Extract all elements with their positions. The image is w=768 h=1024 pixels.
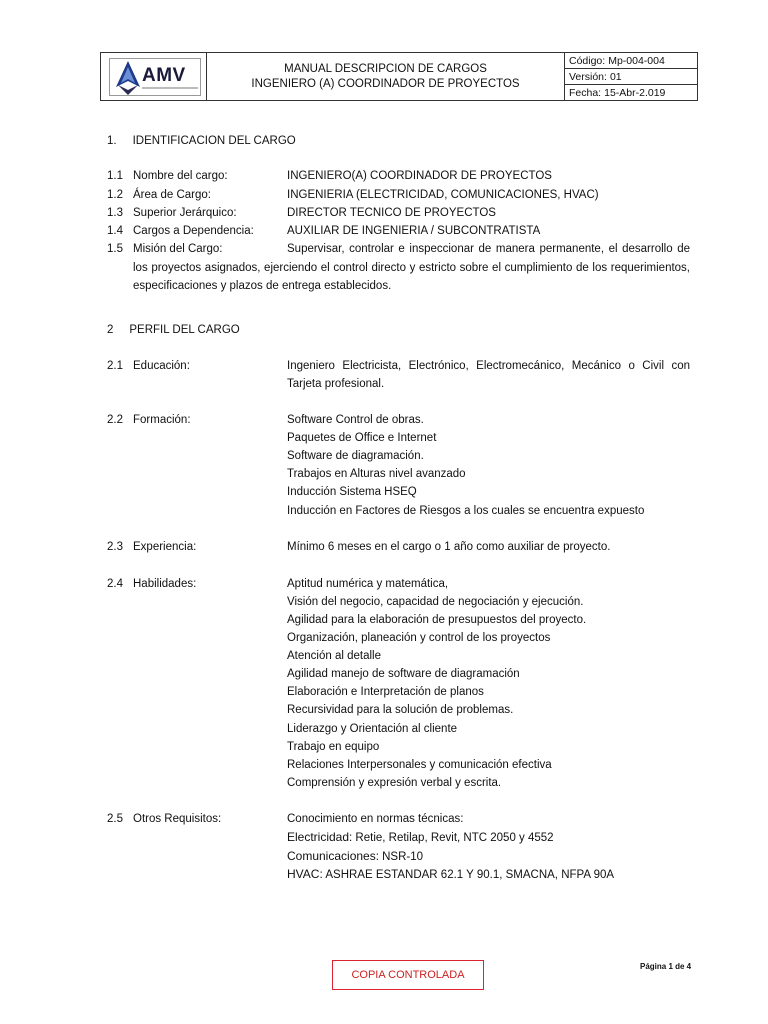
document-meta — [565, 53, 697, 100]
logo-mark-icon — [116, 61, 140, 95]
field-label: Experiencia: — [133, 541, 197, 553]
norma-comunicaciones — [287, 849, 423, 865]
habilidad-item: Atención al detalle — [287, 650, 381, 662]
company-logo — [109, 58, 201, 96]
formacion-item: Inducción en Factores de Riesgos a los cuales se encuentra expuesto — [287, 505, 645, 517]
title-line-1: MANUAL DESCRIPCION DE CARGOS — [284, 62, 487, 75]
item-number: 2.5 — [107, 813, 123, 825]
field-label: Superior Jerárquico: — [133, 207, 237, 219]
logo-text: AMV — [142, 65, 186, 86]
educacion-line-1: Ingeniero Electricista, Electrónico, Electromecánico, Mecánico o Civil con — [287, 360, 690, 372]
mision-line-1: Supervisar, controlar e inspeccionar de manera permanente, el desarrollo de — [287, 243, 690, 255]
logo-cell — [101, 53, 207, 100]
habilidad-item: Comprensión y expresión verbal y escrita. — [287, 777, 502, 789]
item-number: 1.1 — [107, 170, 123, 182]
mision-line-3: especificaciones y plazos de entrega establecidos. — [133, 280, 392, 292]
field-value: INGENIERIA (ELECTRICIDAD, COMUNICACIONES, HVAC) — [287, 189, 599, 201]
habilidad-item: Aptitud numérica y matemática, — [287, 578, 449, 590]
experiencia-value: Mínimo 6 meses en el cargo o 1 año como auxiliar de proyecto. — [287, 541, 611, 553]
document-header — [100, 52, 698, 101]
item-number: 1.3 — [107, 207, 123, 219]
habilidad-item: Elaboración e Interpretación de planos — [287, 686, 484, 698]
field-label: Misión del Cargo: — [133, 243, 223, 255]
field-value: AUXILIAR DE INGENIERIA / SUBCONTRATISTA — [287, 225, 541, 237]
formacion-item: Software de diagramación. — [287, 450, 424, 462]
codigo-value: Mp-004-004 — [608, 54, 665, 67]
item-number: 2.4 — [107, 578, 123, 590]
norma-key: Electricidad — [287, 830, 350, 844]
section-1-heading: 1. IDENTIFICACION DEL CARGO — [107, 135, 296, 147]
field-label: Área de Cargo: — [133, 189, 211, 201]
formacion-item: Inducción Sistema HSEQ — [287, 486, 417, 498]
version-label: Versión: — [569, 70, 607, 83]
item-number: 2.3 — [107, 541, 123, 553]
field-label: Formación: — [133, 414, 191, 426]
page-number: Página 1 de 4 — [640, 962, 692, 971]
formacion-item: Paquetes de Office e Internet — [287, 432, 437, 444]
norma-value: ASHRAE ESTANDAR 62.1 Y 90.1, SMACNA, NFPA 90A — [325, 869, 615, 881]
educacion-line-2: Tarjeta profesional. — [287, 378, 385, 390]
copia-controlada-stamp: COPIA CONTROLADA — [332, 960, 484, 990]
formacion-item: Trabajos en Alturas nivel avanzado — [287, 468, 466, 480]
habilidad-item: Trabajo en equipo — [287, 741, 380, 753]
habilidad-item: Liderazgo y Orientación al cliente — [287, 723, 458, 735]
field-label: Habilidades: — [133, 578, 197, 590]
habilidad-item: Visión del negocio, capacidad de negociación y ejecución. — [287, 596, 584, 608]
fecha-label: Fecha: — [569, 86, 602, 99]
norma-value: NSR-10 — [382, 851, 424, 863]
version-row — [565, 69, 697, 85]
fecha-value: 15-Abr-2.019 — [604, 86, 666, 99]
formacion-item: Software Control de obras. — [287, 414, 424, 426]
item-number: 2.1 — [107, 360, 123, 372]
field-value: INGENIERO(A) COORDINADOR DE PROYECTOS — [287, 170, 552, 182]
item-number: 1.2 — [107, 189, 123, 201]
norma-key: Comunicaciones — [287, 849, 376, 863]
habilidad-item: Organización, planeación y control de los proyectos — [287, 632, 551, 644]
norma-electricidad — [287, 830, 554, 846]
logo-tagline — [142, 87, 198, 89]
document-title — [207, 53, 565, 100]
habilidad-item: Agilidad para la elaboración de presupuestos del proyecto. — [287, 614, 587, 626]
field-label: Nombre del cargo: — [133, 170, 228, 182]
norma-sep: : — [375, 851, 383, 863]
norma-sep: : — [349, 832, 356, 844]
fecha-row — [565, 85, 697, 100]
otros-intro: Conocimiento en normas técnicas: — [287, 813, 464, 825]
habilidad-item: Recursividad para la solución de problemas. — [287, 704, 514, 716]
habilidad-item: Relaciones Interpersonales y comunicación efectiva — [287, 759, 552, 771]
version-value: 01 — [609, 70, 622, 83]
item-number: 2.2 — [107, 414, 123, 426]
item-number: 1.5 — [107, 243, 123, 255]
section-2-heading: 2 PERFIL DEL CARGO — [107, 324, 240, 336]
item-number: 1.4 — [107, 225, 123, 237]
norma-key: HVAC: — [287, 867, 323, 881]
norma-value: Retie, Retilap, Revit, NTC 2050 y 4552 — [355, 832, 554, 844]
codigo-row — [565, 53, 697, 69]
habilidad-item: Agilidad manejo de software de diagramación — [287, 668, 520, 680]
field-label: Cargos a Dependencia: — [133, 225, 254, 237]
norma-hvac — [287, 867, 614, 883]
codigo-label: Código: — [569, 54, 606, 67]
title-line-2: INGENIERO (A) COORDINADOR DE PROYECTOS — [251, 77, 520, 90]
field-value: DIRECTOR TECNICO DE PROYECTOS — [287, 207, 496, 219]
field-label: Otros Requisitos: — [133, 813, 222, 825]
field-label: Educación: — [133, 360, 190, 372]
mision-line-2: los proyectos asignados, ejerciendo el control directo y estricto sobre el cumplimiento de los requerimientos, — [133, 262, 690, 274]
